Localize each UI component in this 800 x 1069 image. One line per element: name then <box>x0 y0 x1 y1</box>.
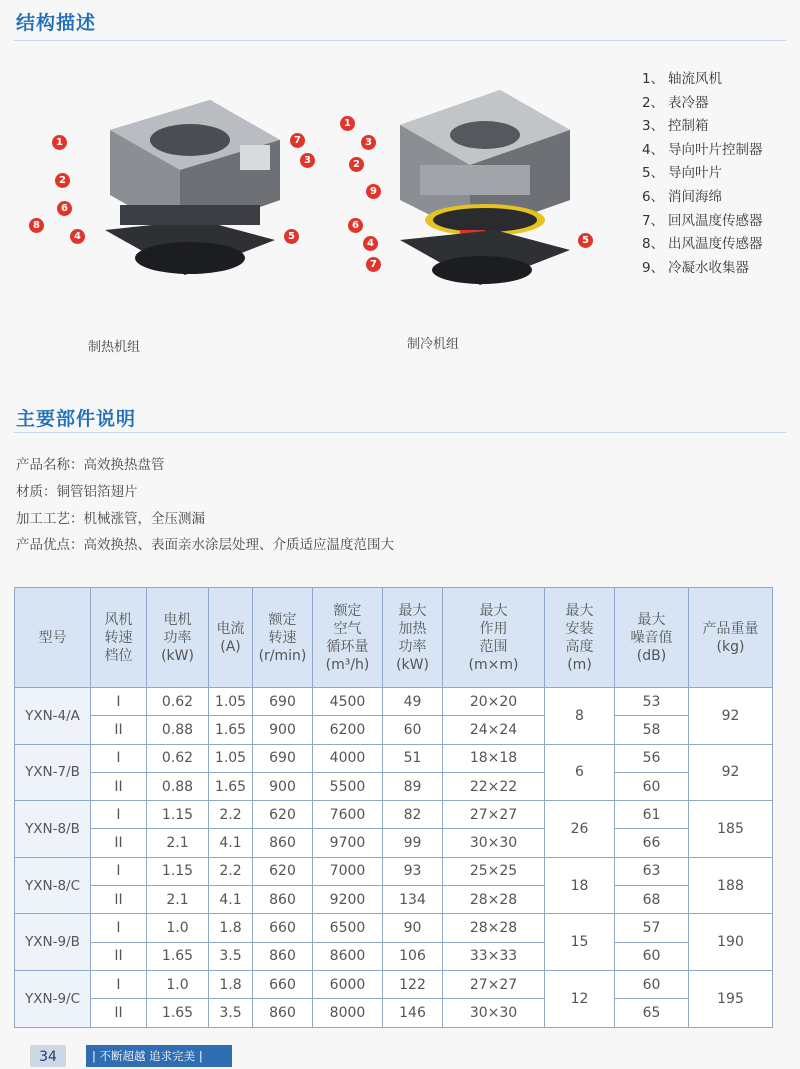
marker-3: 3 <box>361 135 376 150</box>
speed-cell: 860 <box>253 942 313 970</box>
speed-cell: 900 <box>253 772 313 800</box>
header-line: 空气 <box>333 620 362 637</box>
speed-cell: 620 <box>253 801 313 829</box>
header-line: 档位 <box>104 647 133 664</box>
table-header-cell <box>383 588 443 688</box>
marker-6: 6 <box>57 201 72 216</box>
table-row <box>15 857 773 885</box>
header-line: 额定 <box>268 611 297 628</box>
power-cell: 1.65 <box>147 999 209 1027</box>
heat-cell: 146 <box>383 999 443 1027</box>
heat-cell: 134 <box>383 886 443 914</box>
header-line: (kW) <box>161 647 194 664</box>
range-cell: 33×33 <box>443 942 545 970</box>
airflow-cell: 9700 <box>313 829 383 857</box>
table-header-cell <box>91 588 147 688</box>
height-cell: 18 <box>545 857 615 914</box>
current-cell: 1.8 <box>209 970 253 998</box>
airflow-cell: 6500 <box>313 914 383 942</box>
gear-cell: I <box>91 744 147 772</box>
header-line: 风机 <box>104 611 133 628</box>
header-line: (r/min) <box>258 647 307 664</box>
table-header-cell <box>615 588 689 688</box>
marker-9: 9 <box>366 184 381 199</box>
header-line: 最大 <box>479 602 508 619</box>
heat-cell: 122 <box>383 970 443 998</box>
marker-4: 4 <box>363 236 378 251</box>
current-cell: 1.05 <box>209 688 253 716</box>
header-line: (kW) <box>396 656 429 673</box>
weight-cell: 190 <box>689 914 773 971</box>
model-cell: YXN-8/C <box>15 857 91 914</box>
noise-cell: 60 <box>615 942 689 970</box>
header-line: 加热 <box>398 620 427 637</box>
airflow-cell: 7000 <box>313 857 383 885</box>
model-cell: YXN-4/A <box>15 688 91 745</box>
range-cell: 24×24 <box>443 716 545 744</box>
airflow-cell: 6200 <box>313 716 383 744</box>
header-line: 最大 <box>637 611 666 628</box>
marker-7: 7 <box>290 133 305 148</box>
airflow-cell: 5500 <box>313 772 383 800</box>
spec-table <box>14 587 773 1028</box>
table-row <box>15 914 773 942</box>
header-line: 安装 <box>565 620 594 637</box>
speed-cell: 660 <box>253 914 313 942</box>
header-line: 最大 <box>565 602 594 619</box>
cooling-unit-illustration <box>390 90 580 300</box>
weight-cell: 92 <box>689 744 773 801</box>
current-cell: 3.5 <box>209 942 253 970</box>
header-line: 产品重量 <box>702 620 759 637</box>
current-cell: 1.05 <box>209 744 253 772</box>
footer-slogan: | 不断超越 追求完美 | <box>86 1045 232 1067</box>
parts-legend <box>642 68 763 280</box>
heat-cell: 82 <box>383 801 443 829</box>
heat-cell: 60 <box>383 716 443 744</box>
speed-cell: 620 <box>253 857 313 885</box>
range-cell: 27×27 <box>443 801 545 829</box>
range-cell: 30×30 <box>443 999 545 1027</box>
weight-cell: 92 <box>689 688 773 745</box>
marker-1: 1 <box>52 135 67 150</box>
range-cell: 28×28 <box>443 914 545 942</box>
noise-cell: 65 <box>615 999 689 1027</box>
range-cell: 25×25 <box>443 857 545 885</box>
noise-cell: 61 <box>615 801 689 829</box>
header-line: 型号 <box>38 629 67 646</box>
marker-3: 3 <box>300 153 315 168</box>
table-row <box>15 744 773 772</box>
legend-item: 4、 导向叶片控制器 <box>642 141 763 158</box>
height-cell: 26 <box>545 801 615 858</box>
table-header-cell <box>209 588 253 688</box>
table-header-cell <box>313 588 383 688</box>
power-cell: 0.62 <box>147 744 209 772</box>
header-line: (m) <box>567 656 592 673</box>
heat-cell: 51 <box>383 744 443 772</box>
table-row <box>15 886 773 914</box>
power-cell: 2.1 <box>147 886 209 914</box>
heat-cell: 89 <box>383 772 443 800</box>
power-cell: 2.1 <box>147 829 209 857</box>
heating-unit-illustration <box>90 100 290 290</box>
heating-unit-caption: 制热机组 <box>88 340 141 355</box>
current-cell: 4.1 <box>209 886 253 914</box>
header-line: 功率 <box>163 629 192 646</box>
height-cell: 15 <box>545 914 615 971</box>
table-row <box>15 970 773 998</box>
power-cell: 0.62 <box>147 688 209 716</box>
power-cell: 1.65 <box>147 942 209 970</box>
weight-cell: 195 <box>689 970 773 1027</box>
marker-1: 1 <box>340 116 355 131</box>
legend-item: 9、 冷凝水收集器 <box>642 259 749 276</box>
table-header-cell <box>689 588 773 688</box>
heat-cell: 90 <box>383 914 443 942</box>
range-cell: 30×30 <box>443 829 545 857</box>
model-cell: YXN-8/B <box>15 801 91 858</box>
legend-item: 7、 回风温度传感器 <box>642 212 763 229</box>
table-row <box>15 772 773 800</box>
header-line: 电流 <box>216 620 245 637</box>
gear-cell: I <box>91 688 147 716</box>
speed-cell: 660 <box>253 970 313 998</box>
header-line: 循环量 <box>326 638 369 655</box>
legend-item: 8、 出风温度传感器 <box>642 236 763 253</box>
gear-cell: I <box>91 970 147 998</box>
header-line: 作用 <box>479 620 508 637</box>
section-divider <box>14 432 786 433</box>
airflow-cell: 6000 <box>313 970 383 998</box>
noise-cell: 60 <box>615 970 689 998</box>
legend-item: 1、 轴流风机 <box>642 71 722 87</box>
table-header-row <box>15 588 773 688</box>
marker-2: 2 <box>55 173 70 188</box>
range-cell: 18×18 <box>443 744 545 772</box>
header-line: (kg) <box>716 638 745 655</box>
table-header-cell <box>15 588 91 688</box>
legend-item: 2、 表冷器 <box>642 94 709 111</box>
noise-cell: 56 <box>615 744 689 772</box>
marker-7: 7 <box>366 257 381 272</box>
noise-cell: 66 <box>615 829 689 857</box>
table-row <box>15 688 773 716</box>
current-cell: 1.65 <box>209 716 253 744</box>
airflow-cell: 8000 <box>313 999 383 1027</box>
heat-cell: 99 <box>383 829 443 857</box>
info-product-name: 产品名称：高效换热盘管 <box>16 457 165 473</box>
power-cell: 1.15 <box>147 857 209 885</box>
page-number: 34 <box>30 1045 66 1067</box>
model-cell: YXN-7/B <box>15 744 91 801</box>
power-cell: 0.88 <box>147 772 209 800</box>
airflow-cell: 4000 <box>313 744 383 772</box>
legend-item: 6、 消间海绵 <box>642 188 722 205</box>
power-cell: 1.15 <box>147 801 209 829</box>
power-cell: 1.0 <box>147 970 209 998</box>
header-line: 噪音值 <box>630 629 673 646</box>
gear-cell: II <box>91 999 147 1027</box>
model-cell: YXN-9/B <box>15 914 91 971</box>
section-title-structure: 结构描述 <box>16 12 97 34</box>
airflow-cell: 8600 <box>313 942 383 970</box>
heat-cell: 93 <box>383 857 443 885</box>
cooling-unit-caption: 制冷机组 <box>407 337 460 352</box>
section-title-components: 主要部件说明 <box>16 408 137 430</box>
speed-cell: 690 <box>253 744 313 772</box>
header-line: 高度 <box>565 638 594 655</box>
airflow-cell: 4500 <box>313 688 383 716</box>
table-header-cell <box>545 588 615 688</box>
speed-cell: 860 <box>253 999 313 1027</box>
header-line: (m×m) <box>468 656 519 673</box>
noise-cell: 68 <box>615 886 689 914</box>
range-cell: 27×27 <box>443 970 545 998</box>
gear-cell: II <box>91 829 147 857</box>
speed-cell: 860 <box>253 829 313 857</box>
info-material: 材质：铜管铝箔翅片 <box>16 484 138 500</box>
model-cell: YXN-9/C <box>15 970 91 1027</box>
gear-cell: II <box>91 772 147 800</box>
current-cell: 4.1 <box>209 829 253 857</box>
height-cell: 12 <box>545 970 615 1027</box>
gear-cell: I <box>91 857 147 885</box>
gear-cell: I <box>91 801 147 829</box>
marker-5: 5 <box>578 233 593 248</box>
gear-cell: II <box>91 886 147 914</box>
header-line: (dB) <box>636 647 667 664</box>
table-row <box>15 801 773 829</box>
gear-cell: II <box>91 942 147 970</box>
gear-cell: II <box>91 716 147 744</box>
speed-cell: 860 <box>253 886 313 914</box>
table-row <box>15 716 773 744</box>
table-header-cell <box>253 588 313 688</box>
weight-cell: 185 <box>689 801 773 858</box>
legend-item: 5、 导向叶片 <box>642 165 722 182</box>
heat-cell: 49 <box>383 688 443 716</box>
range-cell: 28×28 <box>443 886 545 914</box>
current-cell: 3.5 <box>209 999 253 1027</box>
range-cell: 20×20 <box>443 688 545 716</box>
airflow-cell: 7600 <box>313 801 383 829</box>
height-cell: 8 <box>545 688 615 745</box>
section-divider <box>14 40 786 41</box>
header-line: 范围 <box>479 638 508 655</box>
marker-6: 6 <box>348 218 363 233</box>
current-cell: 1.8 <box>209 914 253 942</box>
current-cell: 2.2 <box>209 801 253 829</box>
header-line: 功率 <box>398 638 427 655</box>
power-cell: 0.88 <box>147 716 209 744</box>
marker-8: 8 <box>29 218 44 233</box>
legend-item: 3、 控制箱 <box>642 118 709 135</box>
heat-cell: 106 <box>383 942 443 970</box>
height-cell: 6 <box>545 744 615 801</box>
header-line: 最大 <box>398 602 427 619</box>
current-cell: 1.65 <box>209 772 253 800</box>
speed-cell: 900 <box>253 716 313 744</box>
header-line: (A) <box>220 638 241 655</box>
weight-cell: 188 <box>689 857 773 914</box>
header-line: (m³/h) <box>325 656 370 673</box>
table-header-cell <box>443 588 545 688</box>
noise-cell: 53 <box>615 688 689 716</box>
info-process: 加工工艺：机械涨管，全压测漏 <box>16 511 205 527</box>
airflow-cell: 9200 <box>313 886 383 914</box>
table-header-cell <box>147 588 209 688</box>
marker-2: 2 <box>349 157 364 172</box>
noise-cell: 57 <box>615 914 689 942</box>
marker-5: 5 <box>284 229 299 244</box>
noise-cell: 63 <box>615 857 689 885</box>
noise-cell: 60 <box>615 772 689 800</box>
range-cell: 22×22 <box>443 772 545 800</box>
noise-cell: 58 <box>615 716 689 744</box>
header-line: 转速 <box>104 629 133 646</box>
gear-cell: I <box>91 914 147 942</box>
current-cell: 2.2 <box>209 857 253 885</box>
table-row <box>15 829 773 857</box>
header-line: 电机 <box>163 611 192 628</box>
info-advantages: 产品优点：高效换热、表面亲水涂层处理、介质适应温度范围大 <box>16 537 394 553</box>
table-row <box>15 999 773 1027</box>
header-line: 额定 <box>333 602 362 619</box>
header-line: 转速 <box>268 629 297 646</box>
marker-4: 4 <box>70 229 85 244</box>
power-cell: 1.0 <box>147 914 209 942</box>
speed-cell: 690 <box>253 688 313 716</box>
table-row <box>15 942 773 970</box>
